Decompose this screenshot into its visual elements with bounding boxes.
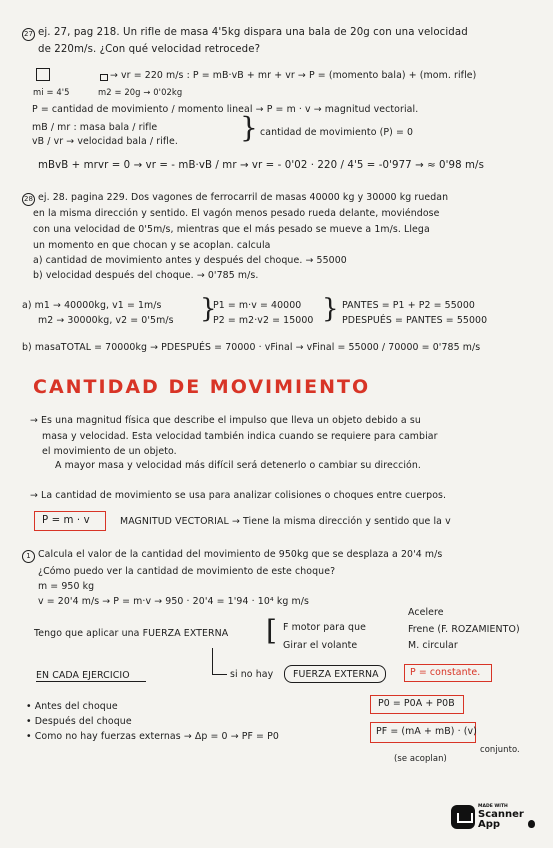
- section-p4: A mayor masa y velocidad más difícil será detenerlo o cambiar su dirección.: [55, 460, 422, 471]
- arrow-icon: [212, 648, 227, 675]
- rifle-sketch-icon: [36, 68, 50, 81]
- ex27-definition: P = cantidad de movimiento / momento lineal → P = m · v → magnitud vectorial.: [32, 104, 419, 115]
- ex28-sol-a-pdespues: PDESPUÉS = PANTES = 55000: [342, 315, 488, 326]
- ex28-number: 28: [22, 193, 35, 206]
- bullet-sketch-icon: [100, 74, 108, 81]
- ex1-velocity: v = 20'4 m/s → P = m·v → 950 · 20'4 = 1'94 · 10⁴ kg m/s: [38, 596, 309, 607]
- ex1-external-force: Tengo que aplicar una FUERZA EXTERNA: [34, 628, 229, 639]
- ex1-outcome-brake: Frene (F. ROZAMIENTO): [408, 624, 520, 635]
- ex1-se-acoplan: (se acoplan): [394, 753, 447, 763]
- ex28-question-a: a) cantidad de movimiento antes y después del choque. → 55000: [33, 255, 347, 266]
- ex27-equation: mBvB + mrvr = 0 → vr = - mB·vB / mr → vr = - 0'02 · 220 / 4'5 = -0'977 → ≈ 0'98 m/s: [38, 160, 484, 171]
- ex27-mass-legend: mB / mr : masa bala / rifle: [32, 122, 158, 133]
- ex1-p-constant: P = constante.: [410, 667, 481, 678]
- apple-icon: [528, 820, 535, 828]
- formula-description: MAGNITUD VECTORIAL → Tiene la misma dirección y sentido que la v: [120, 516, 451, 527]
- brace-icon: }: [240, 111, 258, 144]
- logo-name: Scanner App: [478, 809, 524, 830]
- ex28-sol-a-pantes: PANTES = P1 + P2 = 55000: [342, 300, 475, 311]
- ex27-brace-text: cantidad de movimiento (P) = 0: [260, 127, 414, 138]
- ex27-velocity-legend: vB / vr → velocidad bala / rifle.: [32, 136, 178, 147]
- underline: [36, 681, 146, 682]
- section-p3: el movimiento de un objeto.: [42, 446, 177, 457]
- ex1-conjunto: conjunto.: [480, 744, 520, 754]
- ex28-line3: con una velocidad de 0'5m/s, mientras que el más pesado se mueve a 1m/s. Llega: [33, 224, 430, 235]
- ex27-data-r2: m2 = 20g → 0'02kg: [98, 87, 183, 97]
- ex1-force-wheel: Girar el volante: [283, 640, 358, 651]
- ex28-line2: en la misma dirección y sentido. El vagón menos pesado rueda delante, moviéndose: [33, 208, 440, 219]
- brace-icon: }: [200, 294, 217, 324]
- ex27-line1: 27 ej. 27, pag 218. Un rifle de masa 4'5kg dispara una bala de 20g con una velocidad: [22, 27, 468, 41]
- ex28-sol-a-p2: P2 = m2·v2 = 15000: [213, 315, 314, 326]
- ex1-pf: PF = (mA + mB) · (v): [376, 726, 477, 737]
- ex1-line1: 1 Calcula el valor de la cantidad del movimiento de 950kg que se desplaza a 20'4 m/s: [22, 549, 442, 563]
- ex1-no-forces: • Como no hay fuerzas externas → Δp = 0 → PF = P0: [26, 731, 279, 742]
- ex1-mass: m = 950 kg: [38, 581, 95, 592]
- ex1-external-force-label: FUERZA EXTERNA: [293, 669, 379, 680]
- ex28-line1: 28 ej. 28. pagina 229. Dos vagones de ferrocarril de masas 40000 kg y 30000 kg ruedan: [22, 192, 448, 206]
- ex28-sol-a-m2: m2 → 30000kg, v2 = 0'5m/s: [38, 315, 174, 326]
- ex1-before: • Antes del choque: [26, 701, 118, 712]
- section-title: CANTIDAD DE MOVIMIENTO: [33, 376, 371, 398]
- bracket-icon: [: [266, 614, 277, 647]
- formula: P = m · v: [42, 515, 90, 526]
- ex1-after: • Después del choque: [26, 716, 132, 727]
- ex28-line4: un momento en que chocan y se acoplan. calcula: [33, 240, 271, 251]
- ex1-line2: ¿Cómo puedo ver la cantidad de movimiento de este choque?: [38, 566, 336, 577]
- ex1-outcome-circular: M. circular: [408, 640, 458, 651]
- ex1-p0: P0 = P0A + P0B: [378, 698, 455, 709]
- ex27-data-r1: → vr = 220 m/s : P = mB·vB + mr + vr → P = (momento bala) + (mom. rifle): [110, 70, 477, 81]
- logo-tagline: MADE WITH: [478, 804, 508, 809]
- scanner-app-logo: [447, 801, 547, 835]
- ex1-number: 1: [22, 550, 35, 563]
- section-p2: masa y velocidad. Esta velocidad también indica cuando se requiere para cambiar: [42, 431, 438, 442]
- ex1-outcome-accelerate: Acelere: [408, 607, 444, 618]
- ex1-force-motor: F motor para que: [283, 622, 367, 633]
- ex1-each-exercise: EN CADA EJERCICIO: [36, 670, 130, 681]
- ex28-question-b: b) velocidad después del choque. → 0'785 m/s.: [33, 270, 259, 281]
- scanner-icon: [451, 805, 475, 829]
- section-p1: → Es una magnitud física que describe el impulso que lleva un objeto debido a su: [30, 415, 421, 426]
- brace-icon: }: [322, 294, 339, 324]
- section-p5: → La cantidad de movimiento se usa para analizar colisiones o choques entre cuerpos.: [30, 490, 447, 501]
- ex28-sol-a-m1: a) m1 → 40000kg, v1 = 1m/s: [22, 300, 162, 311]
- ex1-no-external: si no hay: [230, 669, 274, 680]
- ex27-line2: de 220m/s. ¿Con qué velocidad retrocede?: [38, 44, 261, 55]
- ex28-sol-a-p1: P1 = m·v = 40000: [213, 300, 302, 311]
- ex27-data-left: mi = 4'5: [33, 87, 70, 97]
- ex27-number: 27: [22, 28, 35, 41]
- ex28-sol-b: b) masaTOTAL = 70000kg → PDESPUÉS = 70000 · vFinal → vFinal = 55000 / 70000 = 0'785 m/s: [22, 342, 481, 353]
